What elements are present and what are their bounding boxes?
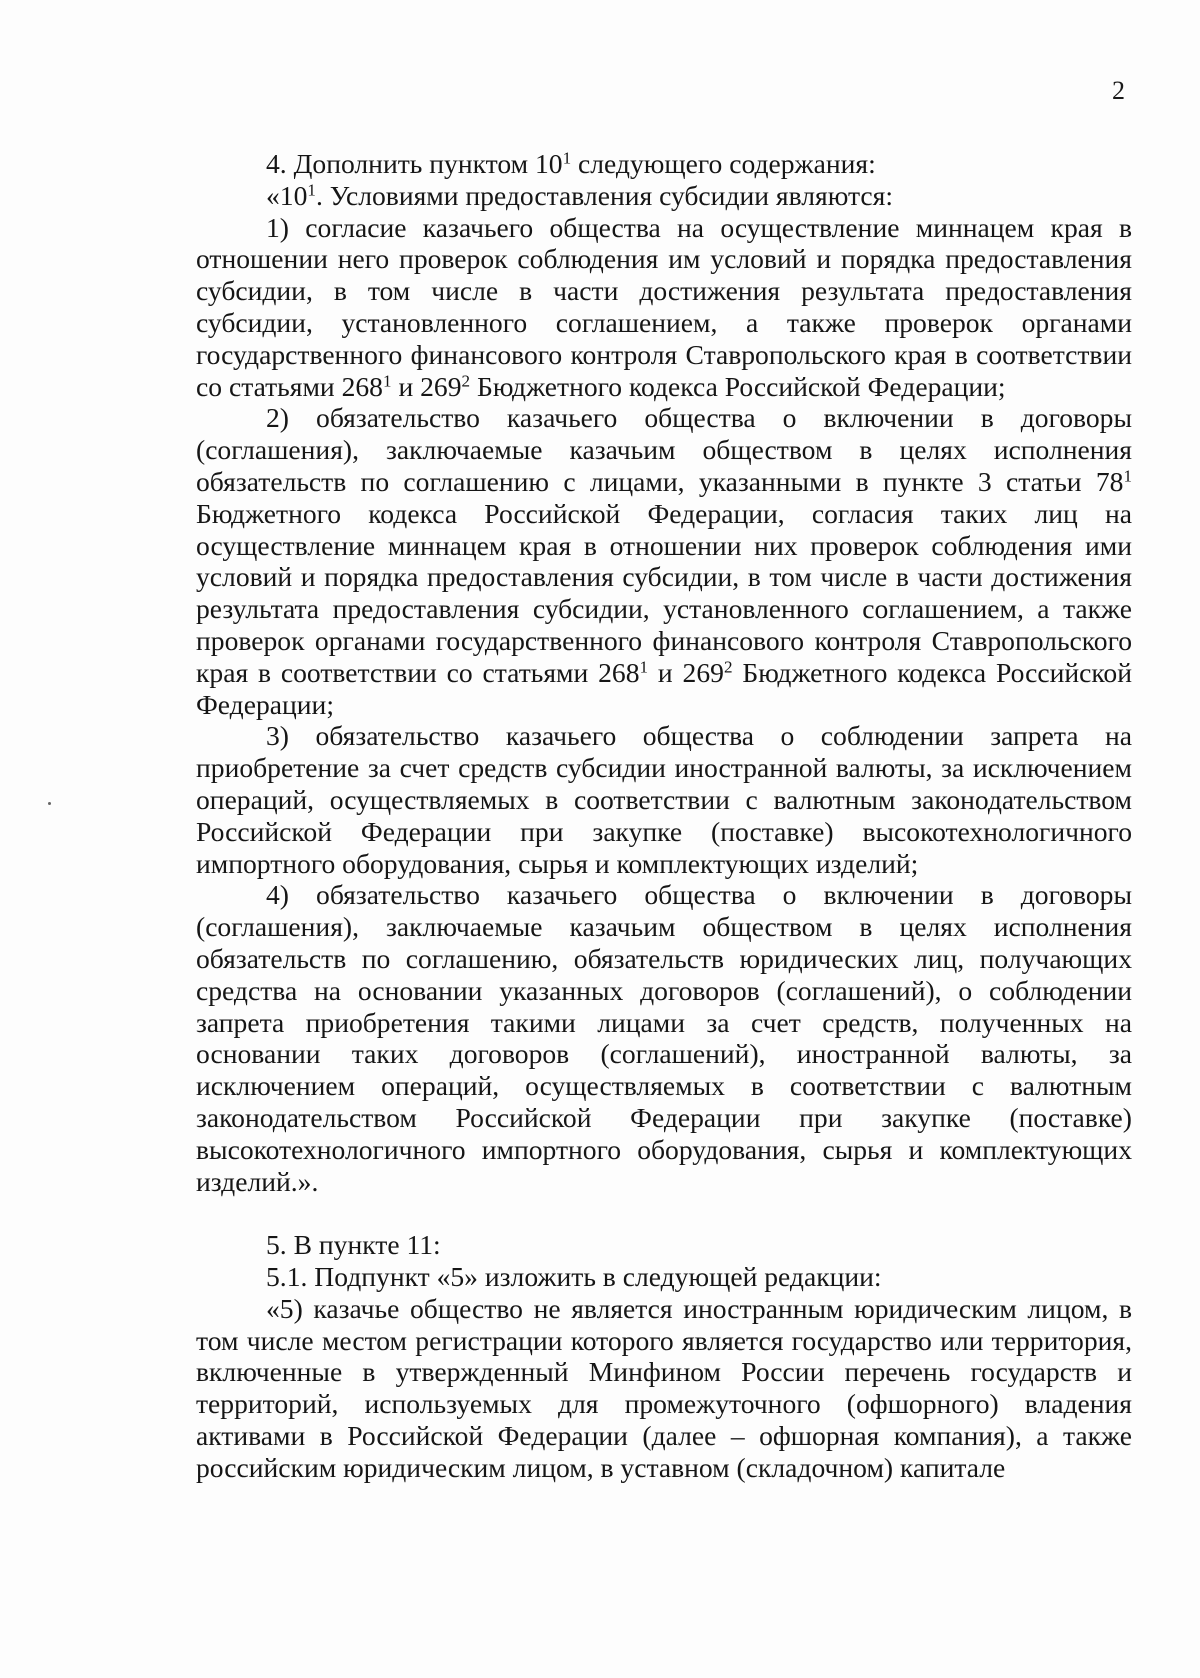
document-body	[196, 148, 1132, 1484]
superscript: 2	[461, 371, 471, 391]
paragraph	[196, 148, 1132, 180]
text-run: Бюджетного кодекса Российской Федерации;	[470, 370, 1006, 402]
text-run: 4. Дополнить пунктом 10	[266, 148, 563, 179]
superscript: 1	[562, 148, 572, 168]
paragraph	[196, 1293, 1132, 1484]
text-run: и 269	[391, 370, 462, 402]
superscript: 1	[1123, 466, 1132, 486]
paragraph	[196, 1261, 1132, 1293]
paragraph	[196, 180, 1132, 212]
paragraph	[196, 720, 1132, 879]
text-run: 5.1. Подпункт «5» изложить в следующей редакции:	[266, 1261, 882, 1293]
superscript: 1	[639, 657, 649, 677]
text-run: Бюджетного кодекса Российской Федерации, согласия таких лиц на осуществление миннацем края в отношении них проверок соблюдения ими условий и порядка предоставления субсидии, в том числе в части достижения результата предоставления субсидии, установленного соглашением, а также проверок органами государственного финансового контроля Ставропольского края в соответствии со статьями 268	[196, 497, 1132, 688]
text-run: и 269	[648, 656, 724, 688]
superscript: 1	[382, 371, 392, 391]
text-run: Бюджетного кодекса Российской Федерации;	[196, 656, 1132, 720]
paragraph	[196, 879, 1132, 1197]
scan-speck	[48, 802, 51, 805]
paragraph-gap	[196, 1197, 1132, 1229]
page-number: 2	[1112, 76, 1125, 105]
paragraph	[196, 1229, 1132, 1261]
text-run: следующего содержания:	[571, 148, 876, 179]
paragraph	[196, 402, 1132, 720]
text-run: «5) казачье общество не является иностранным юридическим лицом, в том числе местом регистрации которого является государство или территория, включенные в утвержденный Минфином России перечень государств и территорий, используемых для промежуточного (офшорного) владения активами в Российской Федерации (далее – офшорная компания), а также российским юридическим лицом, в уставном (складочном) капитале	[196, 1292, 1132, 1483]
text-run: 4) обязательство казачьего общества о включении в договоры (соглашения), заключаемые казачьим обществом в целях исполнения обязательств по соглашению, обязательств юридических лиц, получающих средства на основании указанных договоров (соглашений), о соблюдении запрета приобретения такими лицами за счет средств, полученных на основании таких договоров (соглашений), иностранной валюты, за исключением операций, осуществляемых в соответствии с валютным законодательством Российской Федерации при закупке (поставке) высокотехнологичного импортного оборудования, сырья и комплектующих изделий.».	[196, 879, 1132, 1197]
text-run: 1) согласие казачьего общества на осуществление миннацем края в отношении него проверок соблюдения им условий и порядка предоставления субсидии, в том числе в части достижения результата предоставления субсидии, установленного соглашением, а также проверок органами государственного финансового контроля Ставропольского края в соответствии со статьями 268	[196, 211, 1132, 402]
text-run: 2) обязательство казачьего общества о включении в договоры (соглашения), заключаемые казачьим обществом в целях исполнения обязательств по соглашению с лицами, указанными в пункте 3 статьи 78	[196, 402, 1132, 497]
text-run: «10	[266, 179, 308, 211]
text-run: 3) обязательство казачьего общества о соблюдении запрета на приобретение за счет средств субсидии иностранной валюты, за исключением операций, осуществляемых в соответствии с валютным законодательством Российской Федерации при закупке (поставке) высокотехнологичного импортного оборудования, сырья и комплектующих изделий;	[196, 720, 1132, 879]
paragraph	[196, 212, 1132, 403]
text-run: . Условиями предоставления субсидии являются:	[315, 179, 893, 211]
text-run: 5. В пункте 11:	[266, 1229, 441, 1261]
superscript: 2	[723, 657, 733, 677]
superscript: 1	[307, 180, 316, 200]
